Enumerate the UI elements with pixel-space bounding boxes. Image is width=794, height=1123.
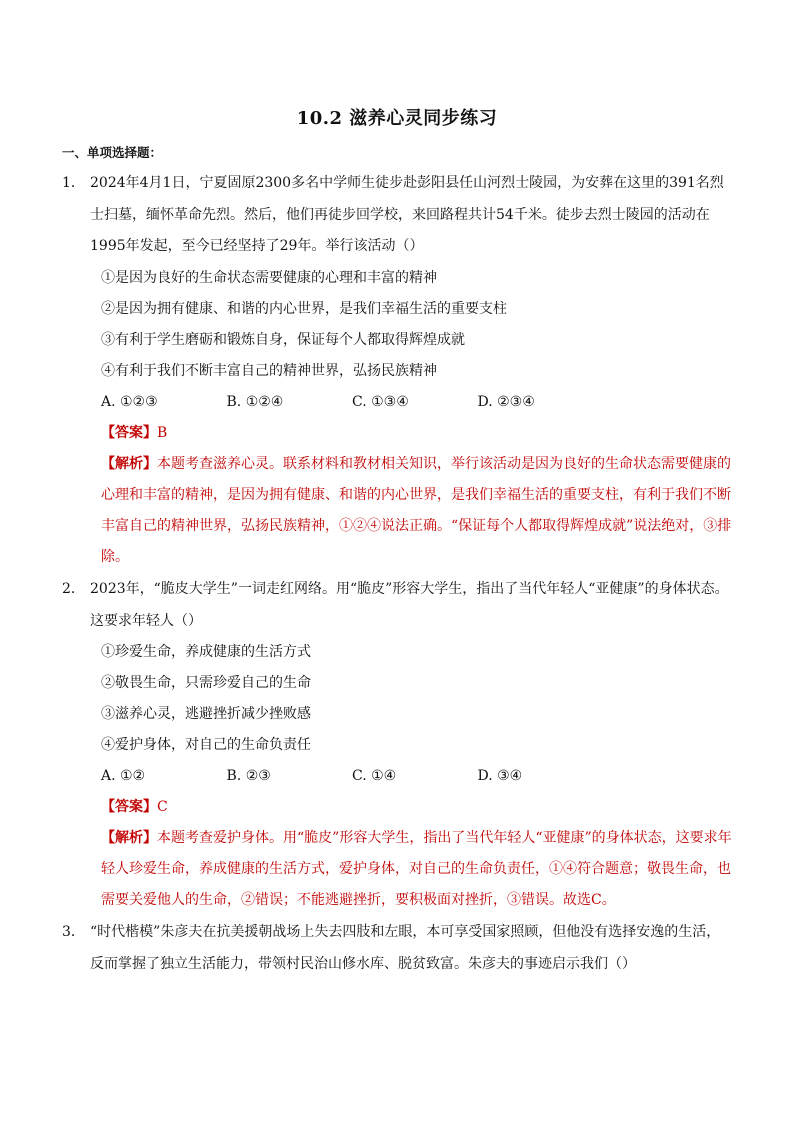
question-stem: “时代楷模”朱彦夫在抗美援朝战场上失去四肢和左眼，本可享受国家照顾，但他没有选择安逸的生活，反而掌握了独立生活能力，带领村民治山修水库、脱贫致富。朱彦夫的事迹启示我们（） [90, 924, 721, 972]
answer-tag: 【答案】 [101, 799, 157, 815]
choice-c: C. ①③④ [352, 393, 409, 410]
question-number: 3． [62, 924, 85, 940]
explanation [101, 449, 734, 573]
statement-option: ④有利于我们不断丰富自己的精神世界，弘扬民族精神 [101, 362, 437, 379]
answer-value: C [157, 799, 168, 815]
statement-option: ④爱护身体，对自己的生命负责任 [101, 737, 311, 753]
choice-a: A. ①②③ [101, 393, 158, 410]
question-stem: 2023年，“脆皮大学生”一词走红网络。用“脆皮”形容大学生，指出了当代年轻人“亚健康”的身体状态。这要求年轻人（） [90, 581, 729, 629]
choice-b: B. ①②④ [226, 393, 284, 410]
answer-line [101, 418, 734, 449]
statement-option: ①珍爱生命，养成健康的生活方式 [101, 644, 311, 660]
answer-tag: 【答案】 [101, 424, 157, 441]
answer-choices [101, 387, 734, 418]
choice-d: D. ③④ [477, 768, 523, 784]
answer-line [101, 792, 734, 823]
explanation [101, 823, 734, 916]
statement-option: ③滋养心灵，逃避挫折减少挫败感 [101, 706, 311, 722]
page-title: 10.2 滋养心灵同步练习 [296, 108, 498, 129]
question-3 [62, 917, 734, 980]
choice-c: C. ①④ [352, 768, 397, 784]
question-number: 1． [62, 175, 85, 191]
explanation-tag: 【解析】 [101, 830, 157, 846]
choice-b: B. ②③ [226, 768, 271, 784]
choice-d: D. ②③④ [477, 393, 535, 410]
statement-option: ③有利于学生磨砺和锻炼自身，保证每个人都取得辉煌成就 [101, 331, 465, 348]
question-number: 2． [62, 581, 85, 597]
statement-option: ②是因为拥有健康、和谐的内心世界，是我们幸福生活的重要支柱 [101, 300, 507, 317]
explanation-text: 本题考查滋养心灵。联系材料和教材相关知识，举行该活动是因为良好的生命状态需要健康的心理和丰富的精神，是因为拥有健康、和谐的内心世界，是我们幸福生活的重要支柱，有利于我们不断丰富自己的精神世界，弘扬民族精神，①②④说法正确。“保证每个人都取得辉煌成就”说法绝对，③排除。 [101, 455, 732, 565]
question-2 [62, 574, 734, 916]
statement-option: ①是因为良好的生命状态需要健康的心理和丰富的精神 [101, 269, 437, 286]
explanation-tag: 【解析】 [101, 455, 157, 472]
explanation-text: 本题考查爱护身体。用“脆皮”形容大学生，指出了当代年轻人“亚健康”的身体状态，这要求年轻人珍爱生命，养成健康的生活方式，爱护身体，对自己的生命负责任，①④符合题意；敬畏生命，也需要关爱他人的生命，②错误；不能逃避挫折，要积极面对挫折，③错误。故选C。 [101, 830, 732, 908]
choice-a: A. ①② [101, 768, 146, 784]
question-stem: 2024年4月1日，宁夏固原2300多名中学师生徒步赴彭阳县任山河烈士陵园，为安葬在这里的391名烈士扫墓，缅怀革命先烈。然后，他们再徒步回学校，来回路程共计54千米。徒步去烈士陵园的活动在1995年发起，至今已经坚持了29年。举行该活动（） [90, 175, 724, 254]
section-heading: 一、单项选择题： [62, 145, 163, 160]
statement-option: ②敬畏生命，只需珍爱自己的生命 [101, 675, 311, 691]
question-1 [62, 168, 734, 573]
answer-choices [101, 761, 734, 792]
answer-value: B [157, 424, 168, 441]
